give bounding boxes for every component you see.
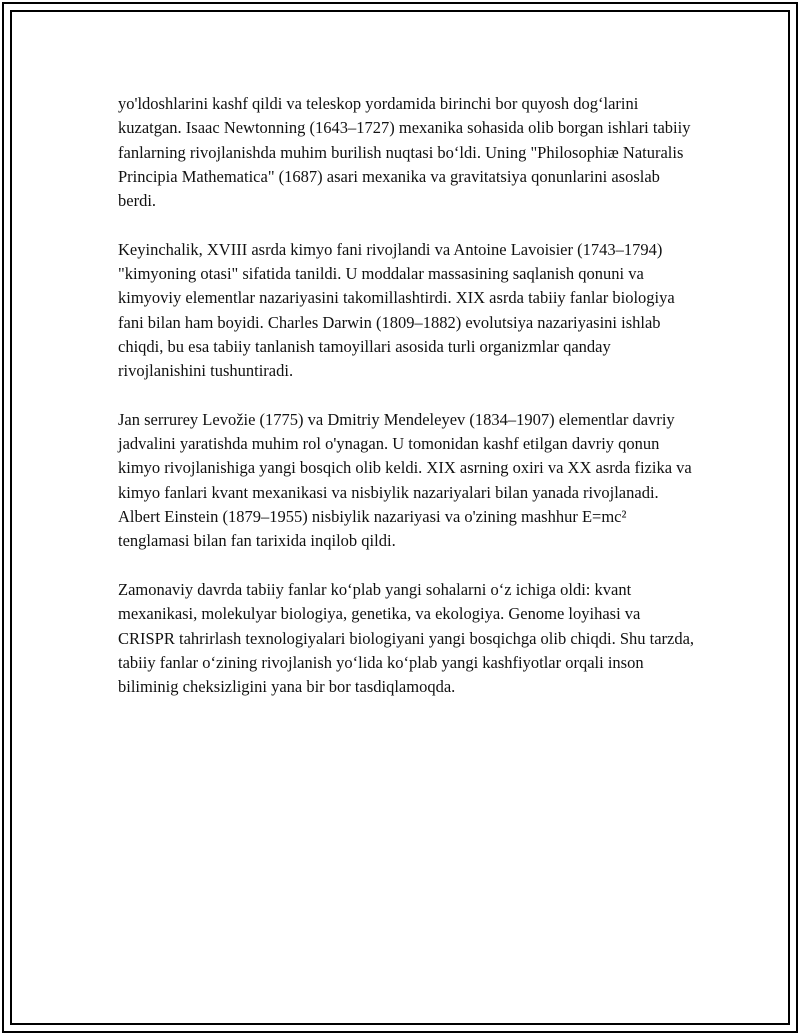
paragraph-lavoisier-darwin: Keyinchalik, XVIII asrda kimyo fani rivojlandi va Antoine Lavoisier (1743–1794) "kimyoning otasi" sifatida tanildi. U moddalar massasining saqlanish qonuni va kimyoviy elementlar nazariyasini takomillashtirdi. XIX asrda tabiiy fanlar biologiya fani bilan ham boyidi. Charles Darwin (1809–1882) evolutsiya nazariyasini ishlab chiqdi, bu esa tabiiy tanlanish tamoyillari asosida turli organizmlar qanday rivojlanishini tushuntiradi. xyxy=(118,239,675,381)
paragraph-newton: yo'ldoshlarini kashf qildi va teleskop yordamida birinchi bor quyosh dog‘larini kuzatgan. Isaac Newtonning (1643–1727) mexanika sohasida olib borgan ishlari tabiiy fanlarning rivojlanishda muhim burilish nuqtasi bo‘ldi. Uning "Philosophiæ Naturalis Principia Mathematica" (1687) asari mexanika va gravitatsiya qonunlarini asoslab berdi. xyxy=(118,94,691,211)
paragraph-mendeleyev-einstein: Jan serrurey Levožie (1775) va Dmitriy Mendeleyev (1834–1907) elementlar davriy jadvalini yaratishda muhim rol o'ynagan. U tomonidan kashf etilgan davriy qonun kimyo rivojlanishiga yangi bosqich olib keldi. XIX asrning oxiri va XX asrda fizika va kimyo fanlari kvant mexanikasi va nisbiylik nazariyalari bilan yanada rivojlanadi. Albert Einstein (1879–1955) nisbiylik nazariyasi va o'zining mashhur E=mc² tenglamasi bilan fan tarixida inqilob qildi. xyxy=(118,409,692,551)
paragraph-modern-era: Zamonaviy davrda tabiiy fanlar ko‘plab yangi sohalarni o‘z ichiga oldi: kvant mexanikasi, molekulyar biologiya, genetika, va ekologiya. Genome loyihasi va CRISPR tahrirlash texnologiyalari biologiyani yangi bosqichga olib chiqdi. Shu tarzda, tabiiy fanlar o‘zining rivojlanish yo‘lida ko‘plab yangi kashfiyotlar orqali inson biliminig cheksizligini yana bir bor tasdiqlamoqda. xyxy=(118,579,695,697)
document-body xyxy=(118,92,700,724)
